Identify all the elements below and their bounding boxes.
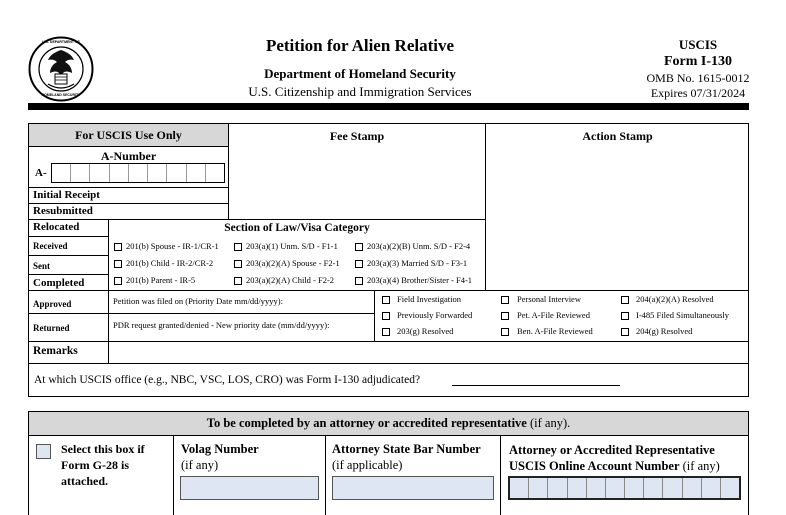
g28-checkbox[interactable] <box>36 444 51 459</box>
bar-number-sub: (if applicable) <box>332 458 403 472</box>
review-option-label: 203(g) Resolved <box>397 326 454 336</box>
a-number-input[interactable] <box>51 163 225 183</box>
department-name: Department of Homeland Security <box>264 66 456 81</box>
review-option-checkbox[interactable] <box>621 312 629 320</box>
remarks-label: Remarks <box>33 345 78 357</box>
review-option-label: Personal Interview <box>517 294 581 304</box>
initial-receipt-label: Initial Receipt <box>33 189 100 201</box>
review-option-checkbox[interactable] <box>382 296 390 304</box>
received-label: Received <box>33 241 68 251</box>
account-number-label <box>509 442 745 474</box>
law-option-label: 203(a)(3) Married S/D - F3-1 <box>367 258 468 268</box>
review-option-checkbox[interactable] <box>501 312 509 320</box>
petition-filed-label: Petition was filed on (Priority Date mm/dd/yyyy): <box>113 296 283 306</box>
adjudicated-office-input[interactable] <box>452 385 620 387</box>
approved-label: Approved <box>33 299 72 309</box>
review-option-label: Field Investigation <box>397 294 461 304</box>
review-option-label: Previously Forwarded <box>397 310 473 320</box>
review-option-checkbox[interactable] <box>501 296 509 304</box>
header-rule <box>28 103 749 110</box>
sent-label: Sent <box>33 261 51 271</box>
law-option-label: 203(a)(1) Unm. S/D - F1-1 <box>246 241 338 251</box>
returned-label: Returned <box>33 323 70 333</box>
review-option-checkbox[interactable] <box>621 328 629 336</box>
omb-number: OMB No. 1615-0012 <box>646 71 750 85</box>
account-number-label-text: Attorney or Accredited Representative USCIS Online Account Number <box>509 443 715 473</box>
law-option-checkbox[interactable] <box>234 277 242 285</box>
law-option-label: 203(a)(2)(A) Spouse - F2-1 <box>246 258 340 268</box>
volag-sub: (if any) <box>181 458 219 472</box>
relocated-label: Relocated <box>33 221 80 233</box>
law-option-checkbox[interactable] <box>234 243 242 251</box>
a-number-prefix: A- <box>35 167 47 179</box>
attorney-heading-bold: To be completed by an attorney or accredited representative <box>206 416 527 430</box>
volag-number-input[interactable] <box>180 476 319 500</box>
fee-stamp-label: Fee Stamp <box>329 129 385 143</box>
law-option-label: 203(a)(2)(B) Unm. S/D - F2-4 <box>367 241 471 251</box>
agency-name: U.S. Citizenship and Immigration Services <box>248 84 472 99</box>
g28-label: Select this box if Form G-28 is attached. <box>61 442 145 488</box>
law-option-label: 201(b) Parent - IR-5 <box>126 275 196 285</box>
review-option-checkbox[interactable] <box>501 328 509 336</box>
review-option-checkbox[interactable] <box>621 296 629 304</box>
law-option-checkbox[interactable] <box>114 243 122 251</box>
review-option-label: 204(g) Resolved <box>636 326 693 336</box>
review-option-label: I-485 Filed Simultaneously <box>636 310 730 320</box>
law-option-checkbox[interactable] <box>114 277 122 285</box>
form-title: Petition for Alien Relative <box>265 36 455 55</box>
law-option-checkbox[interactable] <box>355 277 363 285</box>
account-number-sub: (if any) <box>679 459 720 473</box>
use-only-label: For USCIS Use Only <box>75 128 182 142</box>
law-option-checkbox[interactable] <box>355 243 363 251</box>
law-option-label: 203(a)(4) Brother/Sister - F4-1 <box>367 275 473 285</box>
action-stamp-label: Action Stamp <box>582 129 653 143</box>
pdr-request-label: PDR request granted/denied - New priority date (mm/dd/yyyy): <box>113 320 330 330</box>
account-number-input[interactable] <box>508 476 741 500</box>
volag-label: Volag Number <box>181 442 259 456</box>
form-number: Form I-130 <box>663 54 733 69</box>
bar-number-input[interactable] <box>332 476 494 500</box>
seal-bottom-text: HOMELAND SECURITY <box>41 93 81 97</box>
law-option-checkbox[interactable] <box>355 260 363 268</box>
dhs-seal <box>28 36 94 102</box>
completed-label: Completed <box>33 277 85 289</box>
bar-number-label: Attorney State Bar Number <box>332 442 481 456</box>
section-law-label: Section of Law/Visa Category <box>224 222 370 234</box>
review-option-label: 204(a)(2)(A) Resolved <box>636 294 714 304</box>
review-option-checkbox[interactable] <box>382 328 390 336</box>
seal-top-text: U.S. DEPARTMENT OF <box>42 40 80 44</box>
law-option-checkbox[interactable] <box>114 260 122 268</box>
review-option-label: Pet. A-File Reviewed <box>517 310 590 320</box>
expiration-date: Expires 07/31/2024 <box>650 86 746 100</box>
a-number-label: A-Number <box>100 149 157 163</box>
attorney-heading-tail: (if any). <box>526 416 571 430</box>
attorney-heading <box>29 416 748 431</box>
resubmitted-label: Resubmitted <box>33 205 93 217</box>
review-option-label: Ben. A-File Reviewed <box>517 326 593 336</box>
law-option-label: 201(b) Spouse - IR-1/CR-1 <box>126 241 219 251</box>
law-option-checkbox[interactable] <box>234 260 242 268</box>
review-option-checkbox[interactable] <box>382 312 390 320</box>
adjudicated-question: At which USCIS office (e.g., NBC, VSC, LOS, CRO) was Form I-130 adjudicated? <box>34 374 421 386</box>
law-option-label: 203(a)(2)(A) Child - F2-2 <box>246 275 335 285</box>
form-agency: USCIS <box>678 37 718 52</box>
law-option-label: 201(b) Child - IR-2/CR-2 <box>126 258 214 268</box>
